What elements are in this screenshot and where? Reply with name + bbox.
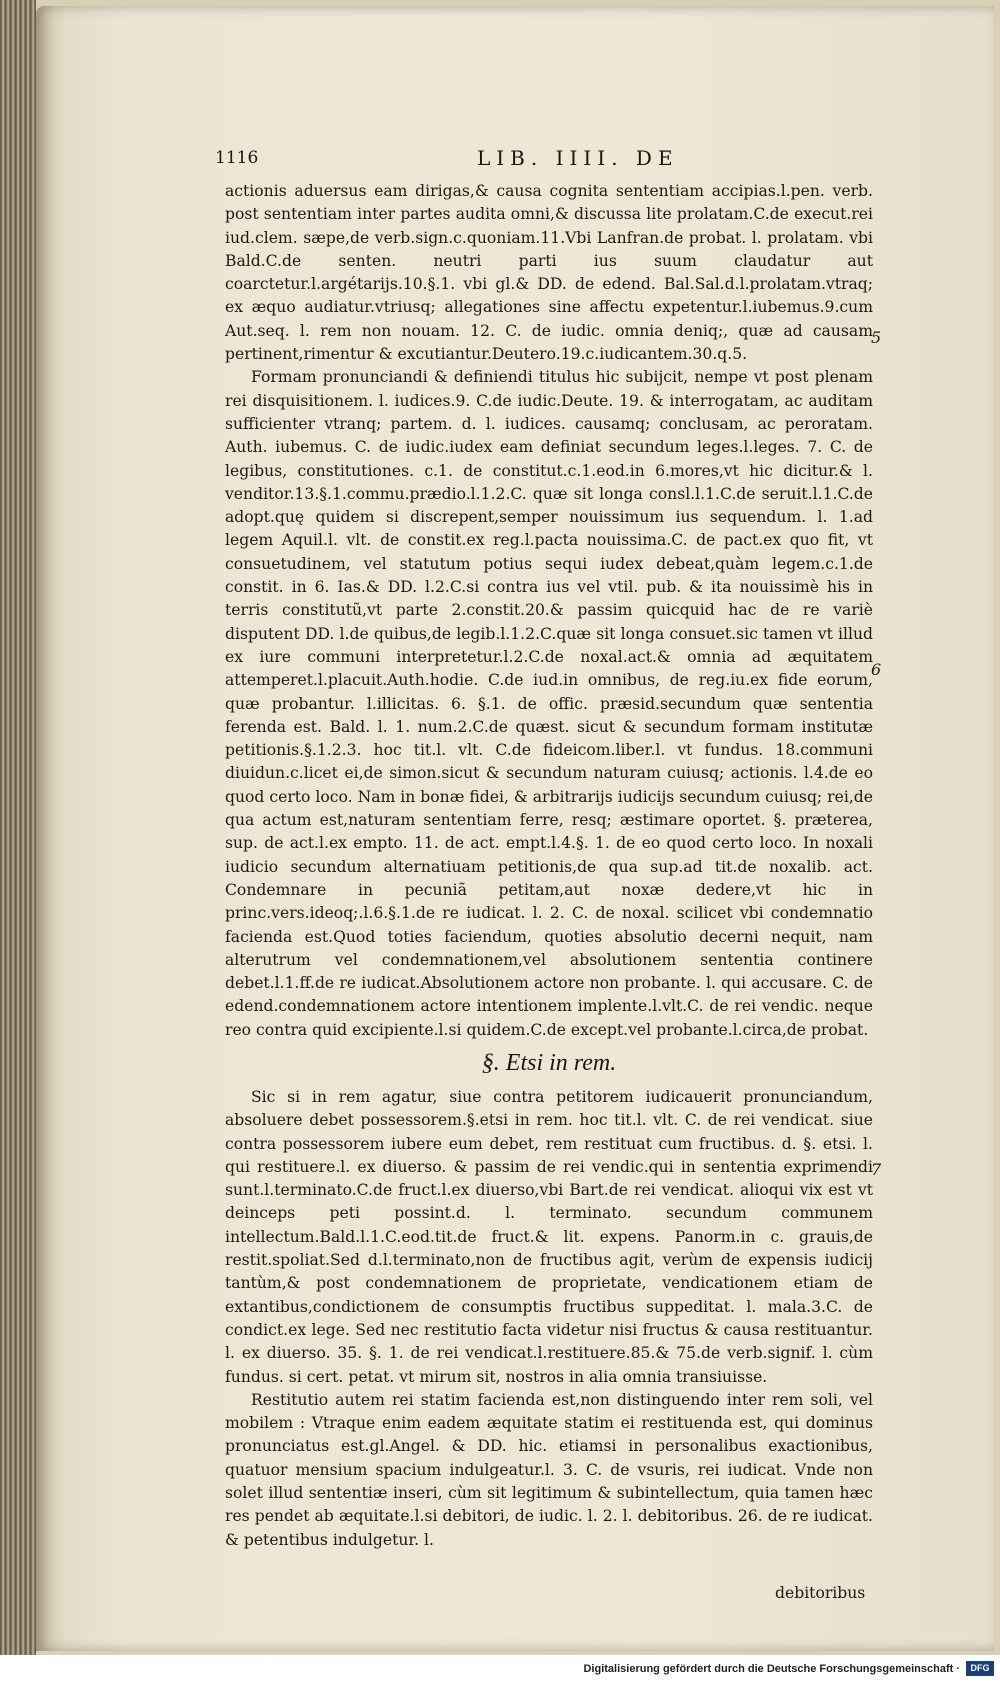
page-header xyxy=(215,148,875,174)
running-head: LIB. IIII. DE xyxy=(477,146,679,170)
catchword: debitoribus xyxy=(775,1584,866,1602)
digitization-footer xyxy=(0,1655,1000,1686)
paragraph-1: actionis aduersus eam dirigas,& causa cognita sententiam accipias.l.pen. verb. post sententiam inter partes audita omni,& discussa lite prolatam.C.de execut.rei iud.clem. sæpe,de verb.sign.c.quoniam.11.Vbi Lanfran.de probat. l. prolatam. vbi Bald.C.de senten. neutri parti ius suum claudatur aut coarctetur.l.argétarijs.10.§.1. vbi gl.& DD. de edend. Bal.Sal.d.l.prolatam.vtraq; ex æquo audiatur.vtriusq; allegationes sine affectu expetentur.l.iubemus.9.cum Aut.seq. l. rem non nouam. 12. C. de iudic. omnia deniq;, quæ ad causam pertinent,rimentur & excutiantur.Deutero.19.c.iudicantem.30.q.5. xyxy=(225,182,873,364)
main-text-block xyxy=(225,180,873,1552)
margin-number-7: 7 xyxy=(871,1160,882,1179)
dfg-logo-icon: DFG xyxy=(966,1661,994,1676)
book-page-edges xyxy=(0,0,36,1655)
margin-number-5: 5 xyxy=(871,328,882,347)
margin-number-6: 6 xyxy=(871,660,882,679)
paragraph-3: Sic si in rem agatur, siue contra petitorem iudicauerit pronunciandum, absoluere debet possessorem.§.etsi in rem. hoc tit.l. vlt. C. de rei vendicat. siue contra possessorem iubere eum debet, rem restituat cum fructibus. d. §. etsi. l. qui restituere.l. ex diuerso. & passim de rei vendic.qui in sententia exprimendi sunt.l.terminato.C.de fruct.l.ex diuerso,vbi Bart.de rei vendicat. alioqui vix est vt deinceps peti possint.d. l. terminato. secundum communem intellectum.Bald.l.1.C.eod.tit.de fruct.& lit. expens. Panorm.in c. grauis,de restit.spoliat.Sed d.l.terminato,non de fructibus agit, verùm de expensis iudicij tantùm,& post condemnationem de proprietate, vendicationem etiam de extantibus,condictionem de consumptis fructibus suppeditat. l. mala.3.C. de condict.ex lege. Sed nec restitutio facta videtur nisi fructus & causa restituantur. l. ex diuerso. 35. §. 1. de rei vendicat.l.restituere.85.& 75.de verb.signif. l. cùm fundus. si cert. petat. vt mirum sit, nostros in alia omnia transiuisse. xyxy=(225,1087,873,1386)
folio-number: 1116 xyxy=(215,148,259,168)
paragraph-4: Restitutio autem rei statim facienda est,non distinguendo inter rem soli, vel mobilem : Vtraque enim eadem æquitate statim ei restituenda est, qui dominus pronunciatus est.gl.Angel. & DD. hic. etiamsi in personalibus exactionibus, quatuor mensium spacium indulgeatur.l. 3. C. de vsuris, rei iudicat. Vnde non solet illud sententiæ inseri, cùm sit legitimum & subintellectum, quia tamen hæc res pendet ab æquitate.l.si debitori, de iudic. l. 2. l. debitoribus. 26. de re iudicat. & petentibus indulgetur. l. xyxy=(225,1390,873,1549)
paragraph-2: Formam pronunciandi & definiendi titulus hic subijcit, nempe vt post plenam rei disquisitionem. l. iudices.9. C.de iudic.Deute. 19. & interrogatam, ac auditam sufficienter vtranq; partem. d. l. iudices. causamq; conclusam, ac peroratam. Auth. iubemus. C. de iudic.iudex eam definiat secundum leges.l.leges. 7. C. de legibus, constitutiones. c.1. de constitut.c.1.eod.in 6.mores,vt hic dicitur.& l. venditor.13.§.1.commu.prædio.l.1.2.C. quæ sit longa consl.l.1.C.de seruit.l.1.C.de adopt.quę quidem si discrepent,semper nouissimum ius sequendum. l. 1.ad legem Aquil.l. vlt. de constit.ex reg.l.pacta nouissima.C. de pact.ex quo fit, vt consuetudinem, vel statutum potius sequi iudex debeat,quàm legem.c.1.de constit. in 6. Ias.& DD. l.2.C.si contra ius vel vtil. pub. & ita nouissimè his in terris constitutũ,vt parte 2.constit.20.& passim quicquid hac de re variè disputent DD. l.de quibus,de legib.l.1.2.C.quæ sit longa consuet.sic tamen vt illud ex iure communi interpretetur.l.2.C.de noxal.act.& omnia ad æquitatem attemperet.l.placuit.Auth.hodie. C.de iud.in omnibus, de reg.iu.ex fide eorum, quæ probantur. l.illicitas. 6. §.1. de offic. præsid.secundum quæ sententia ferenda est. Bald. l. 1. num.2.C.de quæst. sicut & secundum formam institutæ petitionis.§.1.2.3. hoc tit.l. vlt. C.de fideicom.liber.l. vt fundus. 18.communi diuidun.c.licet ei,de simon.sicut & secundum naturam cuiusq; actionis. l.4.de eo quod certo loco. Nam in bonæ fidei, & arbitrarijs iudicijs secundum cuiusq; rei,de qua actum est,naturam sententiam ferre, resq; æstimare oportet. §. præterea, sup. de act.l.ex empto. 11. de act. empt.l.4.§. 1. de eo quod certo loco. In noxali iudicio secundum alternatiuam petitionis,de qua sup.ad tit.de noxalib. act. Condemnare in pecuniã petitam,aut noxæ dedere,vt hic in princ.vers.ideoq;.l.6.§.1.de re iudicat. l. 2. C. de noxal. scilicet vbi condemnatio facienda est.Quod toties faciendum, quoties absolutio decerni nequit, nam alterutrum vel condemnationem,vel absolutionem sententia continere debet.l.1.ff.de re iudicat.Absolutionem actore non probante. l. qui accusare. C. de edend.condemnationem actore intentionem implente.l.vlt.C. de rei vendic. neque reo contra quid excipiente.l.si quidem.C.de except.vel probante.l.circa,de probat. xyxy=(225,368,873,1039)
footer-credit: Digitalisierung gefördert durch die Deutsche Forschungsgemeinschaft · xyxy=(583,1663,960,1675)
section-heading: §. Etsi in rem. xyxy=(481,1049,617,1076)
